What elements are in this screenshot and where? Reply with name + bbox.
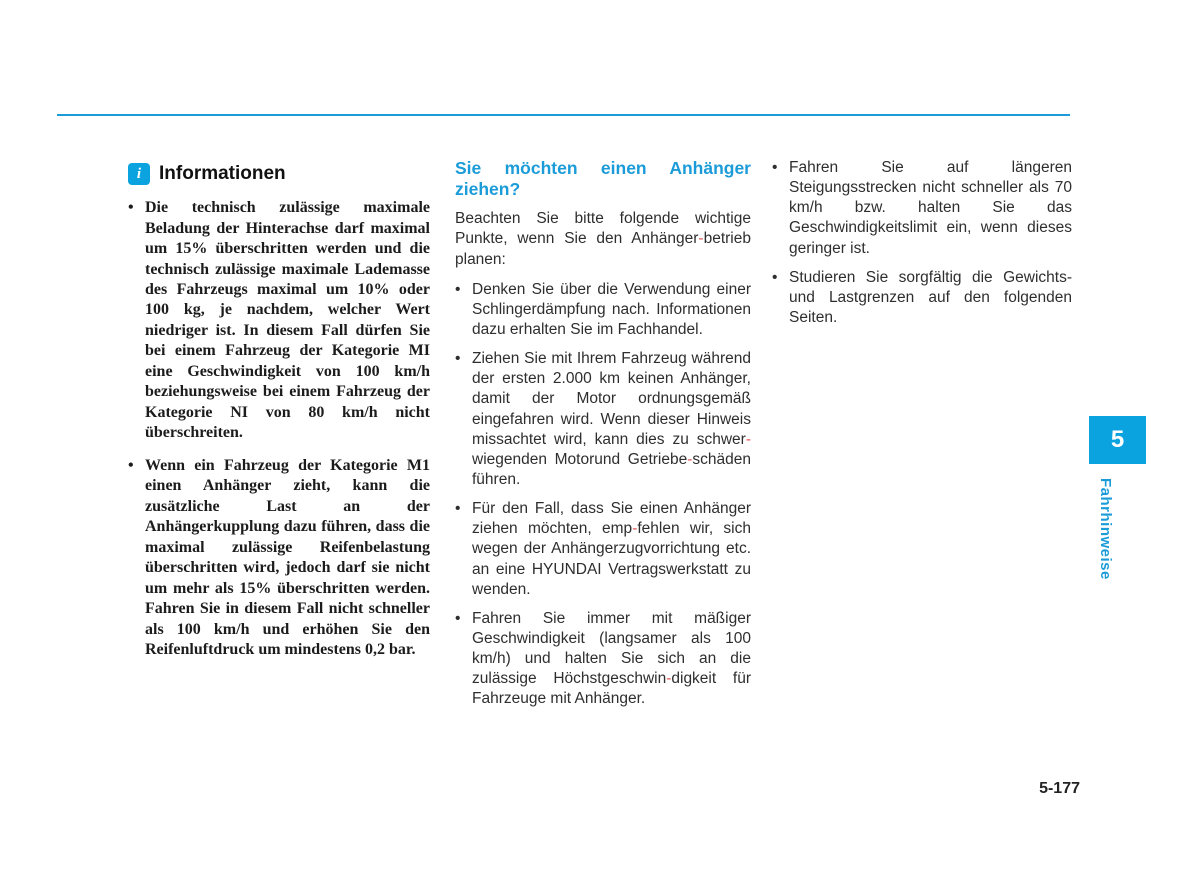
list-item: [128, 198, 430, 444]
page-number: 5-177: [1039, 780, 1080, 797]
list-item-text: Für den Fall, dass Sie einen Anhänger ziehen möchten, emp-fehlen wir, sich wegen der Anhängerzugvorrichtung etc. an eine HYUNDAI Vertragswerkstatt zu wenden.: [472, 500, 751, 598]
bullet-marker: •: [455, 350, 461, 368]
informationen-heading: Informationen: [159, 163, 286, 184]
list-item: [772, 158, 1072, 259]
list-item-text: Fahren Sie immer mit mäßiger Geschwindigkeit (langsamer als 100 km/h) und halten Sie sich an die zulässige Höchstgeschwin-digkeit für Fahrzeuge mit Anhänger.: [472, 609, 751, 708]
list-item: [455, 349, 751, 490]
info-icon: i: [128, 163, 150, 185]
list-item-text: Fahren Sie auf längeren Steigungsstrecken nicht schneller als 70 km/h bzw. halten Sie das Geschwindigkeitslimit ein, wenn dieses geringer ist.: [789, 159, 1072, 257]
list-item-text: Ziehen Sie mit Ihrem Fahrzeug während der ersten 2.000 km keinen Anhänger, damit der Motor ordnungsgemäß eingefahren wird. Wenn dieser Hinweis missachtet wird, kann dies zu schwer-wiegenden Motorund Getriebe-schäden führen.: [472, 350, 751, 488]
list-item-text: Wenn ein Fahrzeug der Kategorie M1 einen Anhänger zieht, kann die zusätzliche Last an der Anhängerkupplung dazu führen, dass die maximal zulässige Reifenbelastung überschritten wird, jedoch darf sie nicht um mehr als 15% überschritten werden. Fahren Sie in diesem Fall nicht schneller als 100 km/h und erhöhen Sie den Reifenluftdruck um mindestens 0,2 bar.: [145, 456, 430, 658]
informationen-heading-row: [128, 162, 430, 186]
column-continuation: [772, 158, 1072, 337]
chapter-name-vertical: Fahrhinweise: [1097, 478, 1114, 580]
list-item: [128, 456, 430, 661]
bullet-marker: •: [772, 159, 778, 176]
bullet-marker: •: [455, 609, 461, 627]
list-item: [455, 609, 751, 710]
header-rule: [57, 114, 1070, 116]
bullet-marker: •: [772, 268, 778, 286]
bullet-marker: •: [128, 199, 134, 217]
column-informationen: [128, 162, 430, 672]
list-item-text: Studieren Sie sorgfältig die Gewichts- und Lastgrenzen auf den folgenden Seiten.: [789, 268, 1072, 326]
list-item: [455, 499, 751, 600]
bullet-marker: •: [455, 280, 461, 298]
section-heading: Sie möchten einen Anhänger ziehen?: [455, 158, 751, 199]
list-item-text: Die technisch zulässige maximale Beladung der Hinterachse darf maximal um 15% überschritten werden und die technisch zulässige maximale Lademasse des Fahrzeugs maximal um 10% oder 100 kg, je nachdem, welcher Wert niedriger ist. In diesem Fall dürfen Sie bei einem Fahrzeug der Kategorie MI eine Geschwindigkeit von 100 km/h beziehungsweise bei einem Fahrzeug der Kategorie NI von 80 km/h nicht überschreiten.: [145, 199, 430, 442]
list-item: [772, 268, 1072, 328]
section-intro: Beachten Sie bitte folgende wichtige Punkte, wenn Sie den Anhänger-betrieb planen:: [455, 210, 751, 268]
list-item: [455, 280, 751, 340]
chapter-tab: 5: [1089, 416, 1146, 464]
bullet-marker: •: [455, 500, 461, 518]
column-anhaenger: [455, 158, 751, 719]
bullet-marker: •: [128, 456, 134, 474]
list-item-text: Denken Sie über die Verwendung einer Schlingerdämpfung nach. Informationen dazu erhalten Sie im Fachhandel.: [472, 280, 751, 338]
